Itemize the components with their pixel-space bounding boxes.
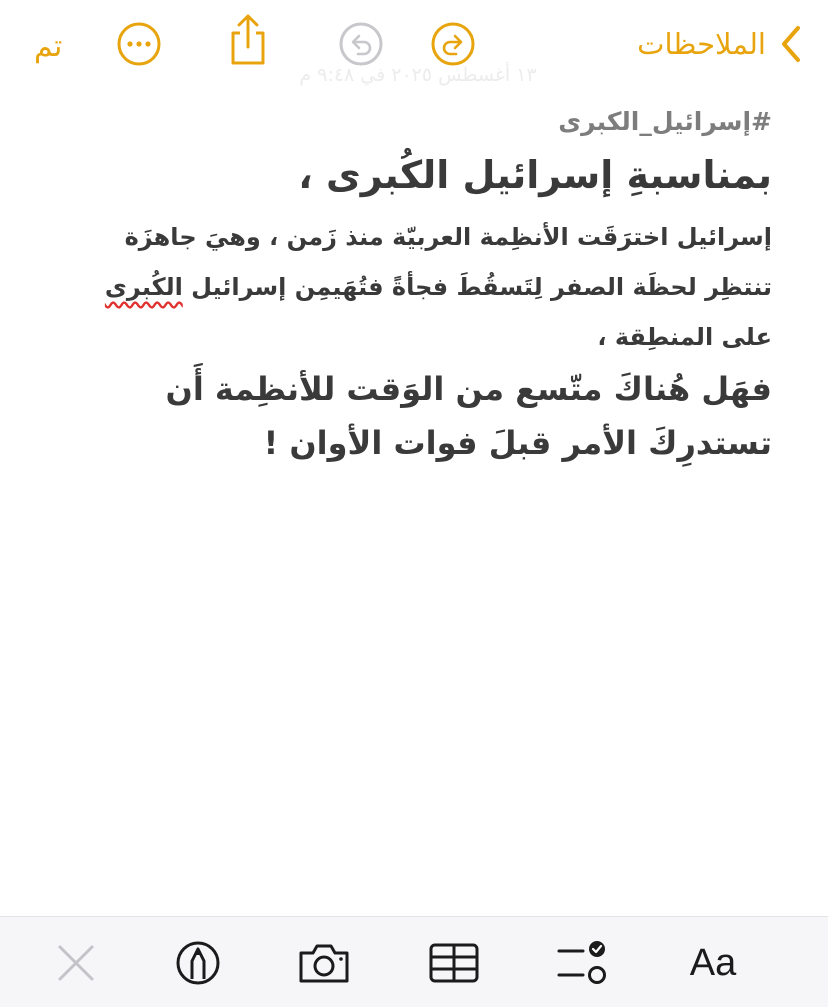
note-content[interactable] xyxy=(72,102,772,470)
redo-icon xyxy=(430,21,476,67)
chevron-left-icon xyxy=(780,25,802,63)
note-title: بمناسبةِ إسرائيل الكُبرى ، xyxy=(298,153,772,197)
camera-button[interactable] xyxy=(296,937,352,989)
more-icon xyxy=(116,21,162,67)
more-options-button[interactable] xyxy=(115,20,163,68)
back-label: الملاحظات xyxy=(637,27,766,61)
note-hashtag[interactable]: #إسرائيل_الكبرى xyxy=(558,107,772,136)
note-date: ١٣ أغسطس ٢٠٢٥ في ٩:٤٨ م xyxy=(299,64,537,86)
note-question: فهَل هُناكَ متّسع من الوَقت للأنظِمة أَن تستدرِكَ الأمر قبلَ فوات الأوان ! xyxy=(165,370,772,462)
share-button[interactable] xyxy=(224,16,272,64)
navigation-bar xyxy=(0,0,828,92)
done-button[interactable]: تم xyxy=(34,28,63,64)
redo-button[interactable] xyxy=(429,20,477,68)
share-icon xyxy=(224,13,272,67)
checklist-icon xyxy=(555,939,607,987)
markup-button[interactable] xyxy=(170,937,226,989)
markup-pen-icon xyxy=(174,939,222,987)
note-body-paragraph xyxy=(72,212,772,362)
misspelled-word[interactable]: الكُبرى xyxy=(104,273,183,301)
table-icon xyxy=(428,942,480,984)
close-button[interactable] xyxy=(48,937,104,989)
bottom-toolbar xyxy=(0,916,828,1007)
body-text-part1: إسرائيل اخترَقَت الأنظِمة العربيّة منذ زَمن ، وهيَ جاهزَة تنتظِر لحظَة الصفر لِتَسقُطَ فجأةً فتُهَيمِن إسرائيل xyxy=(124,223,772,301)
text-format-button[interactable]: Aa xyxy=(689,941,737,984)
close-icon xyxy=(56,943,96,983)
checklist-button[interactable] xyxy=(553,937,609,989)
camera-icon xyxy=(297,941,351,985)
body-text-part2: على المنطِقة ، xyxy=(597,323,772,351)
back-to-notes-button[interactable] xyxy=(637,22,802,66)
table-button[interactable] xyxy=(426,937,482,989)
undo-icon xyxy=(338,21,384,67)
undo-button[interactable] xyxy=(337,20,385,68)
